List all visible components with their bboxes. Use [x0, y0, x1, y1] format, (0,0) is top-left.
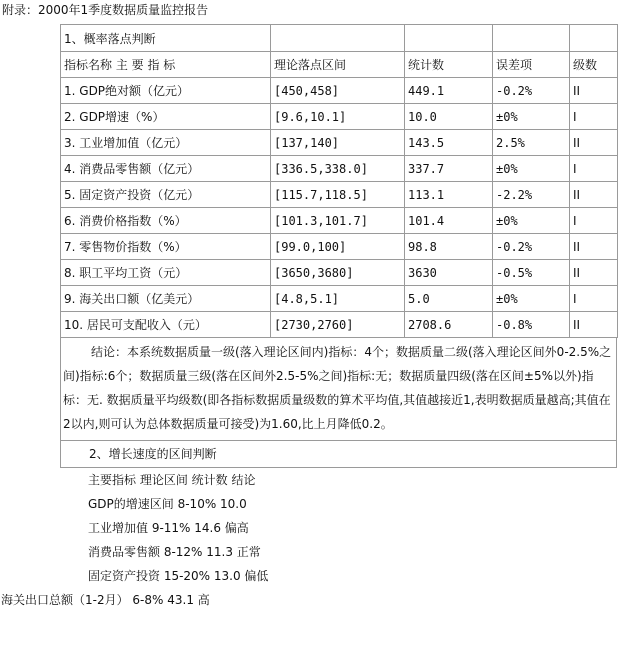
error-cell: ±0%: [493, 208, 570, 234]
table-row: [61, 286, 618, 312]
level-cell: I: [570, 208, 618, 234]
error-cell: -0.2%: [493, 78, 570, 104]
conclusion-text: [60, 338, 617, 441]
statistic-cell: 10.0: [405, 104, 493, 130]
error-cell: ±0%: [493, 286, 570, 312]
statistic-cell: 3630: [405, 260, 493, 286]
indicator-cell: 6. 消费价格指数（%）: [61, 208, 271, 234]
statistic-cell: 5.0: [405, 286, 493, 312]
level-cell: II: [570, 130, 618, 156]
statistic-cell: 337.7: [405, 156, 493, 182]
section2-last-line: 海关出口总额（1-2月） 6-8% 43.1 高: [1, 593, 210, 607]
section2-line: GDP的增速区间 8-10% 10.0: [88, 497, 247, 511]
header-error: 误差项: [493, 52, 570, 78]
header-statistic: 统计数: [405, 52, 493, 78]
error-cell: -0.2%: [493, 234, 570, 260]
level-cell: I: [570, 156, 618, 182]
report-container: [1, 24, 617, 612]
indicator-cell: 1. GDP绝对额（亿元）: [61, 78, 271, 104]
header-indicator: 指标名称 主 要 指 标: [61, 52, 271, 78]
level-cell: II: [570, 78, 618, 104]
error-cell: -0.5%: [493, 260, 570, 286]
conclusion-paragraph: 结论：本系统数据质量一级(落入理论区间内)指标：4个；数据质量二级(落入理论区间外0-2.5%之间)指标:6个；数据质量三级(落在区间外2.5-5%之间)指标:无；数据质量四级(落在区间±5%以外)指标：无. 数据质量平均级数(即各指标数据质量级数的算术平均值,其值越接近1,表明数据质量越高;其值在2以内,则可认为总体数据质量可接受)为1.60,比上月降低0.2。: [63, 345, 612, 431]
indicator-cell: 10. 居民可支配收入（元）: [61, 312, 271, 338]
indicator-cell: 2. GDP增速（%）: [61, 104, 271, 130]
error-cell: ±0%: [493, 104, 570, 130]
interval-cell: [115.7,118.5]: [271, 182, 405, 208]
table-row: [61, 260, 618, 286]
section2-line: 消费品零售额 8-12% 11.3 正常: [88, 545, 261, 559]
level-cell: I: [570, 286, 618, 312]
indicator-cell: 5. 固定资产投资（亿元）: [61, 182, 271, 208]
table-row: [61, 104, 618, 130]
table-row: [61, 208, 618, 234]
table-row: [61, 312, 618, 338]
interval-cell: [2730,2760]: [271, 312, 405, 338]
table-row: [61, 130, 618, 156]
table-header-row: [61, 52, 618, 78]
interval-cell: [3650,3680]: [271, 260, 405, 286]
statistic-cell: 2708.6: [405, 312, 493, 338]
interval-cell: [137,140]: [271, 130, 405, 156]
header-interval: 理论落点区间: [271, 52, 405, 78]
probability-table: [60, 24, 618, 338]
error-cell: ±0%: [493, 156, 570, 182]
section2-line: 固定资产投资 15-20% 13.0 偏低: [88, 569, 269, 583]
report-caption: 附录：2000年1季度数据质量监控报告: [2, 3, 209, 17]
header-level: 级数: [570, 52, 618, 78]
indicator-cell: 7. 零售物价指数（%）: [61, 234, 271, 260]
level-cell: II: [570, 182, 618, 208]
table-row: [61, 182, 618, 208]
error-cell: 2.5%: [493, 130, 570, 156]
section2-body: [1, 468, 617, 612]
indicator-cell: 3. 工业增加值（亿元）: [61, 130, 271, 156]
table-row: [61, 78, 618, 104]
section2-line: 工业增加值 9-11% 14.6 偏高: [88, 521, 249, 535]
interval-cell: [450,458]: [271, 78, 405, 104]
level-cell: II: [570, 312, 618, 338]
interval-cell: [9.6,10.1]: [271, 104, 405, 130]
table-row: [61, 156, 618, 182]
error-cell: -2.2%: [493, 182, 570, 208]
indicator-cell: 8. 职工平均工资（元）: [61, 260, 271, 286]
section1-title-row: [61, 25, 618, 52]
level-cell: I: [570, 104, 618, 130]
statistic-cell: 98.8: [405, 234, 493, 260]
indicator-cell: 9. 海关出口额（亿美元）: [61, 286, 271, 312]
error-cell: -0.8%: [493, 312, 570, 338]
interval-cell: [99.0,100]: [271, 234, 405, 260]
statistic-cell: 113.1: [405, 182, 493, 208]
table-row: [61, 234, 618, 260]
section1-title: 1、概率落点判断: [61, 25, 271, 52]
indicator-cell: 4. 消费品零售额（亿元）: [61, 156, 271, 182]
interval-cell: [4.8,5.1]: [271, 286, 405, 312]
statistic-cell: 143.5: [405, 130, 493, 156]
level-cell: II: [570, 260, 618, 286]
statistic-cell: 101.4: [405, 208, 493, 234]
interval-cell: [101.3,101.7]: [271, 208, 405, 234]
section2-line: 主要指标 理论区间 统计数 结论: [88, 473, 256, 487]
level-cell: II: [570, 234, 618, 260]
section2-title: 2、增长速度的区间判断: [60, 441, 617, 468]
statistic-cell: 449.1: [405, 78, 493, 104]
interval-cell: [336.5,338.0]: [271, 156, 405, 182]
